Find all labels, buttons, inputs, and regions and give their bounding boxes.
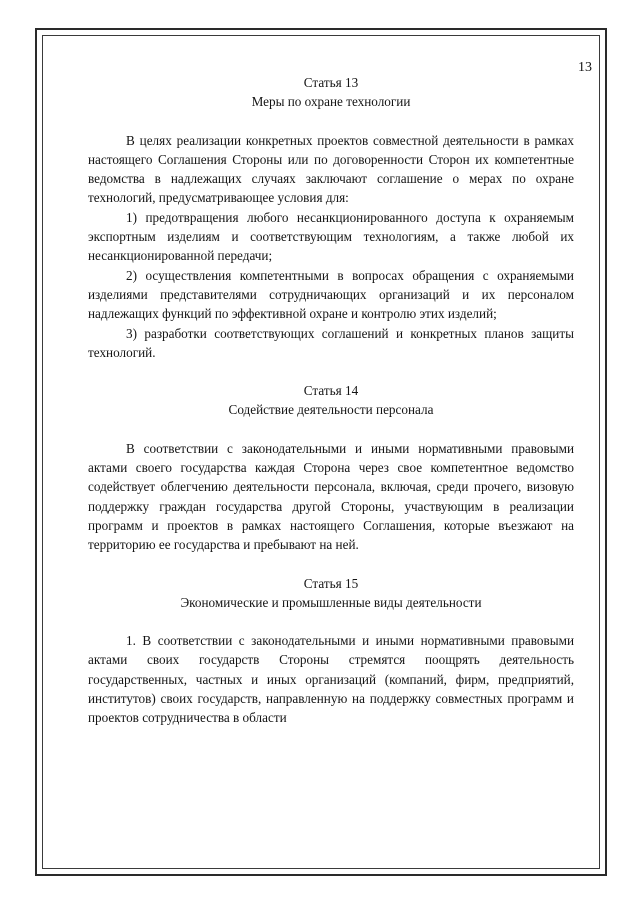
list-item: 2) осуществления компетентными в вопросах обращения с охраняемыми изделиями представителями сотрудничающих организаций и их персоналом надлежащих функций по эффективной охране и контролю этих изделий;: [88, 267, 574, 322]
page-number: 13: [578, 60, 592, 75]
article-number: Статья 15: [303, 575, 359, 591]
spacer: [88, 555, 574, 574]
article-14: [88, 381, 574, 554]
spacer: [88, 362, 574, 381]
paragraph: В соответствии с законодательными и иными нормативными правовыми актами своего государства каждая Сторона через свое компетентное ведомство содействует облегчению деятельности персонала, включая, среди прочего, визовую поддержку граждан государства другой Стороны, участвующим в реализации программ и проектов в рамках настоящего Соглашения, которые въезжают на территорию ее государства и пребывают на ней.: [88, 440, 574, 553]
article-15: [88, 574, 574, 728]
document-body: [88, 73, 574, 728]
article-13: [88, 73, 574, 362]
paragraph: В целях реализации конкретных проектов совместной деятельности в рамках настоящего Соглашения Стороны или по договоренности Сторон их компетентные ведомства в надлежащих случаях заключают соглашение о мерах по охране технологий, предусматривающее условия для:: [88, 132, 574, 206]
list-item: 3) разработки соответствующих соглашений и конкретных планов защиты технологий.: [88, 325, 574, 360]
article-title: Экономические и промышленные виды деятельности: [180, 594, 482, 610]
article-number: Статья 13: [303, 75, 359, 90]
list-item: 1) предотвращения любого несанкционированного доступа к охраняемым экспортным изделиям и соответствующим технологиям, а также любой их несанкционированной передачи;: [88, 209, 574, 264]
paragraph: 1. В соответствии с законодательными и иными нормативными правовыми актами своих государств Стороны стремятся поощрять деятельность государственных, частных и иных организаций (компаний, фирм, предприятий, институтов) своих государств, направленную на поддержку совместных программ и проектов сотрудничества в области: [88, 633, 574, 726]
article-number: Статья 14: [303, 383, 359, 399]
article-title: Меры по охране технологии: [251, 94, 411, 110]
article-title: Содействие деятельности персонала: [228, 402, 434, 418]
